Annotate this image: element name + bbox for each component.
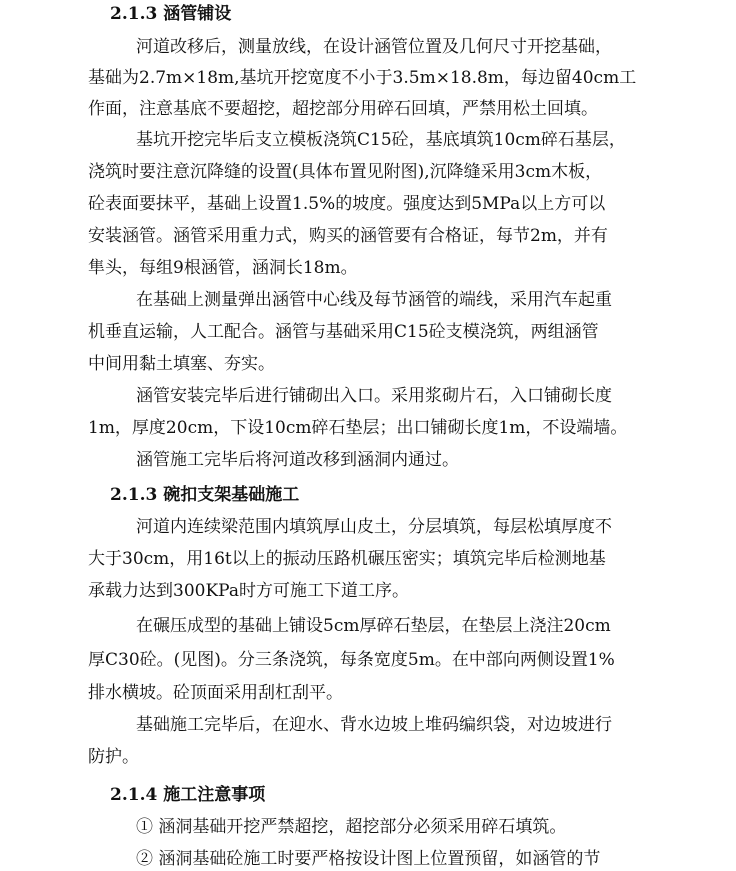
paragraph-line: 基础为2.7m×18m,基坑开挖宽度不小于3.5m×18.8m，每边留40cm工 bbox=[88, 68, 637, 88]
paragraph-line: 河道改移后，测量放线，在设计涵管位置及几何尺寸开挖基础， bbox=[136, 37, 612, 57]
paragraph-line: 浇筑时要注意沉降缝的设置(具体布置见附图),沉降缝采用3cm木板， bbox=[88, 162, 603, 182]
section-heading: 2.1.4 施工注意事项 bbox=[110, 785, 266, 805]
paragraph-line: 砼表面要抹平，基础上设置1.5%的坡度。强度达到5MPa以上方可以 bbox=[88, 194, 606, 214]
section-heading: 2.1.3 碗扣支架基础施工 bbox=[110, 485, 300, 505]
paragraph-line: 作面，注意基底不要超挖，超挖部分用碎石回填，严禁用松土回填。 bbox=[88, 99, 598, 119]
paragraph-line: 大于30cm，用16t以上的振动压路机碾压密实；填筑完毕后检测地基 bbox=[88, 549, 606, 569]
paragraph-line: 防护。 bbox=[88, 747, 139, 767]
paragraph-line: 基坑开挖完毕后支立模板浇筑C15砼，基底填筑10cm碎石基层， bbox=[136, 130, 626, 150]
paragraph-line: 隼头，每组9根涵管，涵洞长18m。 bbox=[88, 258, 358, 278]
paragraph-line: 中间用黏土填塞、夯实。 bbox=[88, 354, 275, 374]
paragraph-line: 厚C30砼。(见图)。分三条浇筑，每条宽度5m。在中部向两侧设置1% bbox=[88, 650, 615, 670]
paragraph-line: 承载力达到300KPa时方可施工下道工序。 bbox=[88, 581, 409, 601]
paragraph-line: 机垂直运输，人工配合。涵管与基础采用C15砼支模浇筑，两组涵管 bbox=[88, 322, 599, 342]
paragraph-line: 排水横坡。砼顶面采用刮杠刮平。 bbox=[88, 683, 343, 703]
paragraph-line: 涵管安装完毕后进行铺砌出入口。采用浆砌片石，入口铺砌长度 bbox=[136, 386, 612, 406]
paragraph-line: 河道内连续梁范围内填筑厚山皮土，分层填筑，每层松填厚度不 bbox=[136, 517, 612, 537]
paragraph-line: 涵管施工完毕后将河道改移到涵洞内通过。 bbox=[136, 450, 459, 470]
list-item: ① 涵洞基础开挖严禁超挖，超挖部分必须采用碎石填筑。 bbox=[136, 817, 567, 837]
paragraph-line: 基础施工完毕后，在迎水、背水边坡上堆码编织袋，对边坡进行 bbox=[136, 715, 612, 735]
paragraph-line: 安装涵管。涵管采用重力式，购买的涵管要有合格证，每节2m，并有 bbox=[88, 226, 608, 246]
paragraph-line: 在碾压成型的基础上铺设5cm厚碎石垫层，在垫层上浇注20cm bbox=[136, 616, 611, 636]
paragraph-line: 1m，厚度20cm，下设10cm碎石垫层；出口铺砌长度1m，不设端墙。 bbox=[88, 418, 628, 438]
list-item: ② 涵洞基础砼施工时要严格按设计图上位置预留，如涵管的节 bbox=[136, 849, 601, 869]
paragraph-line: 在基础上测量弹出涵管中心线及每节涵管的端线，采用汽车起重 bbox=[136, 290, 612, 310]
section-heading: 2.1.3 涵管铺设 bbox=[110, 4, 232, 24]
